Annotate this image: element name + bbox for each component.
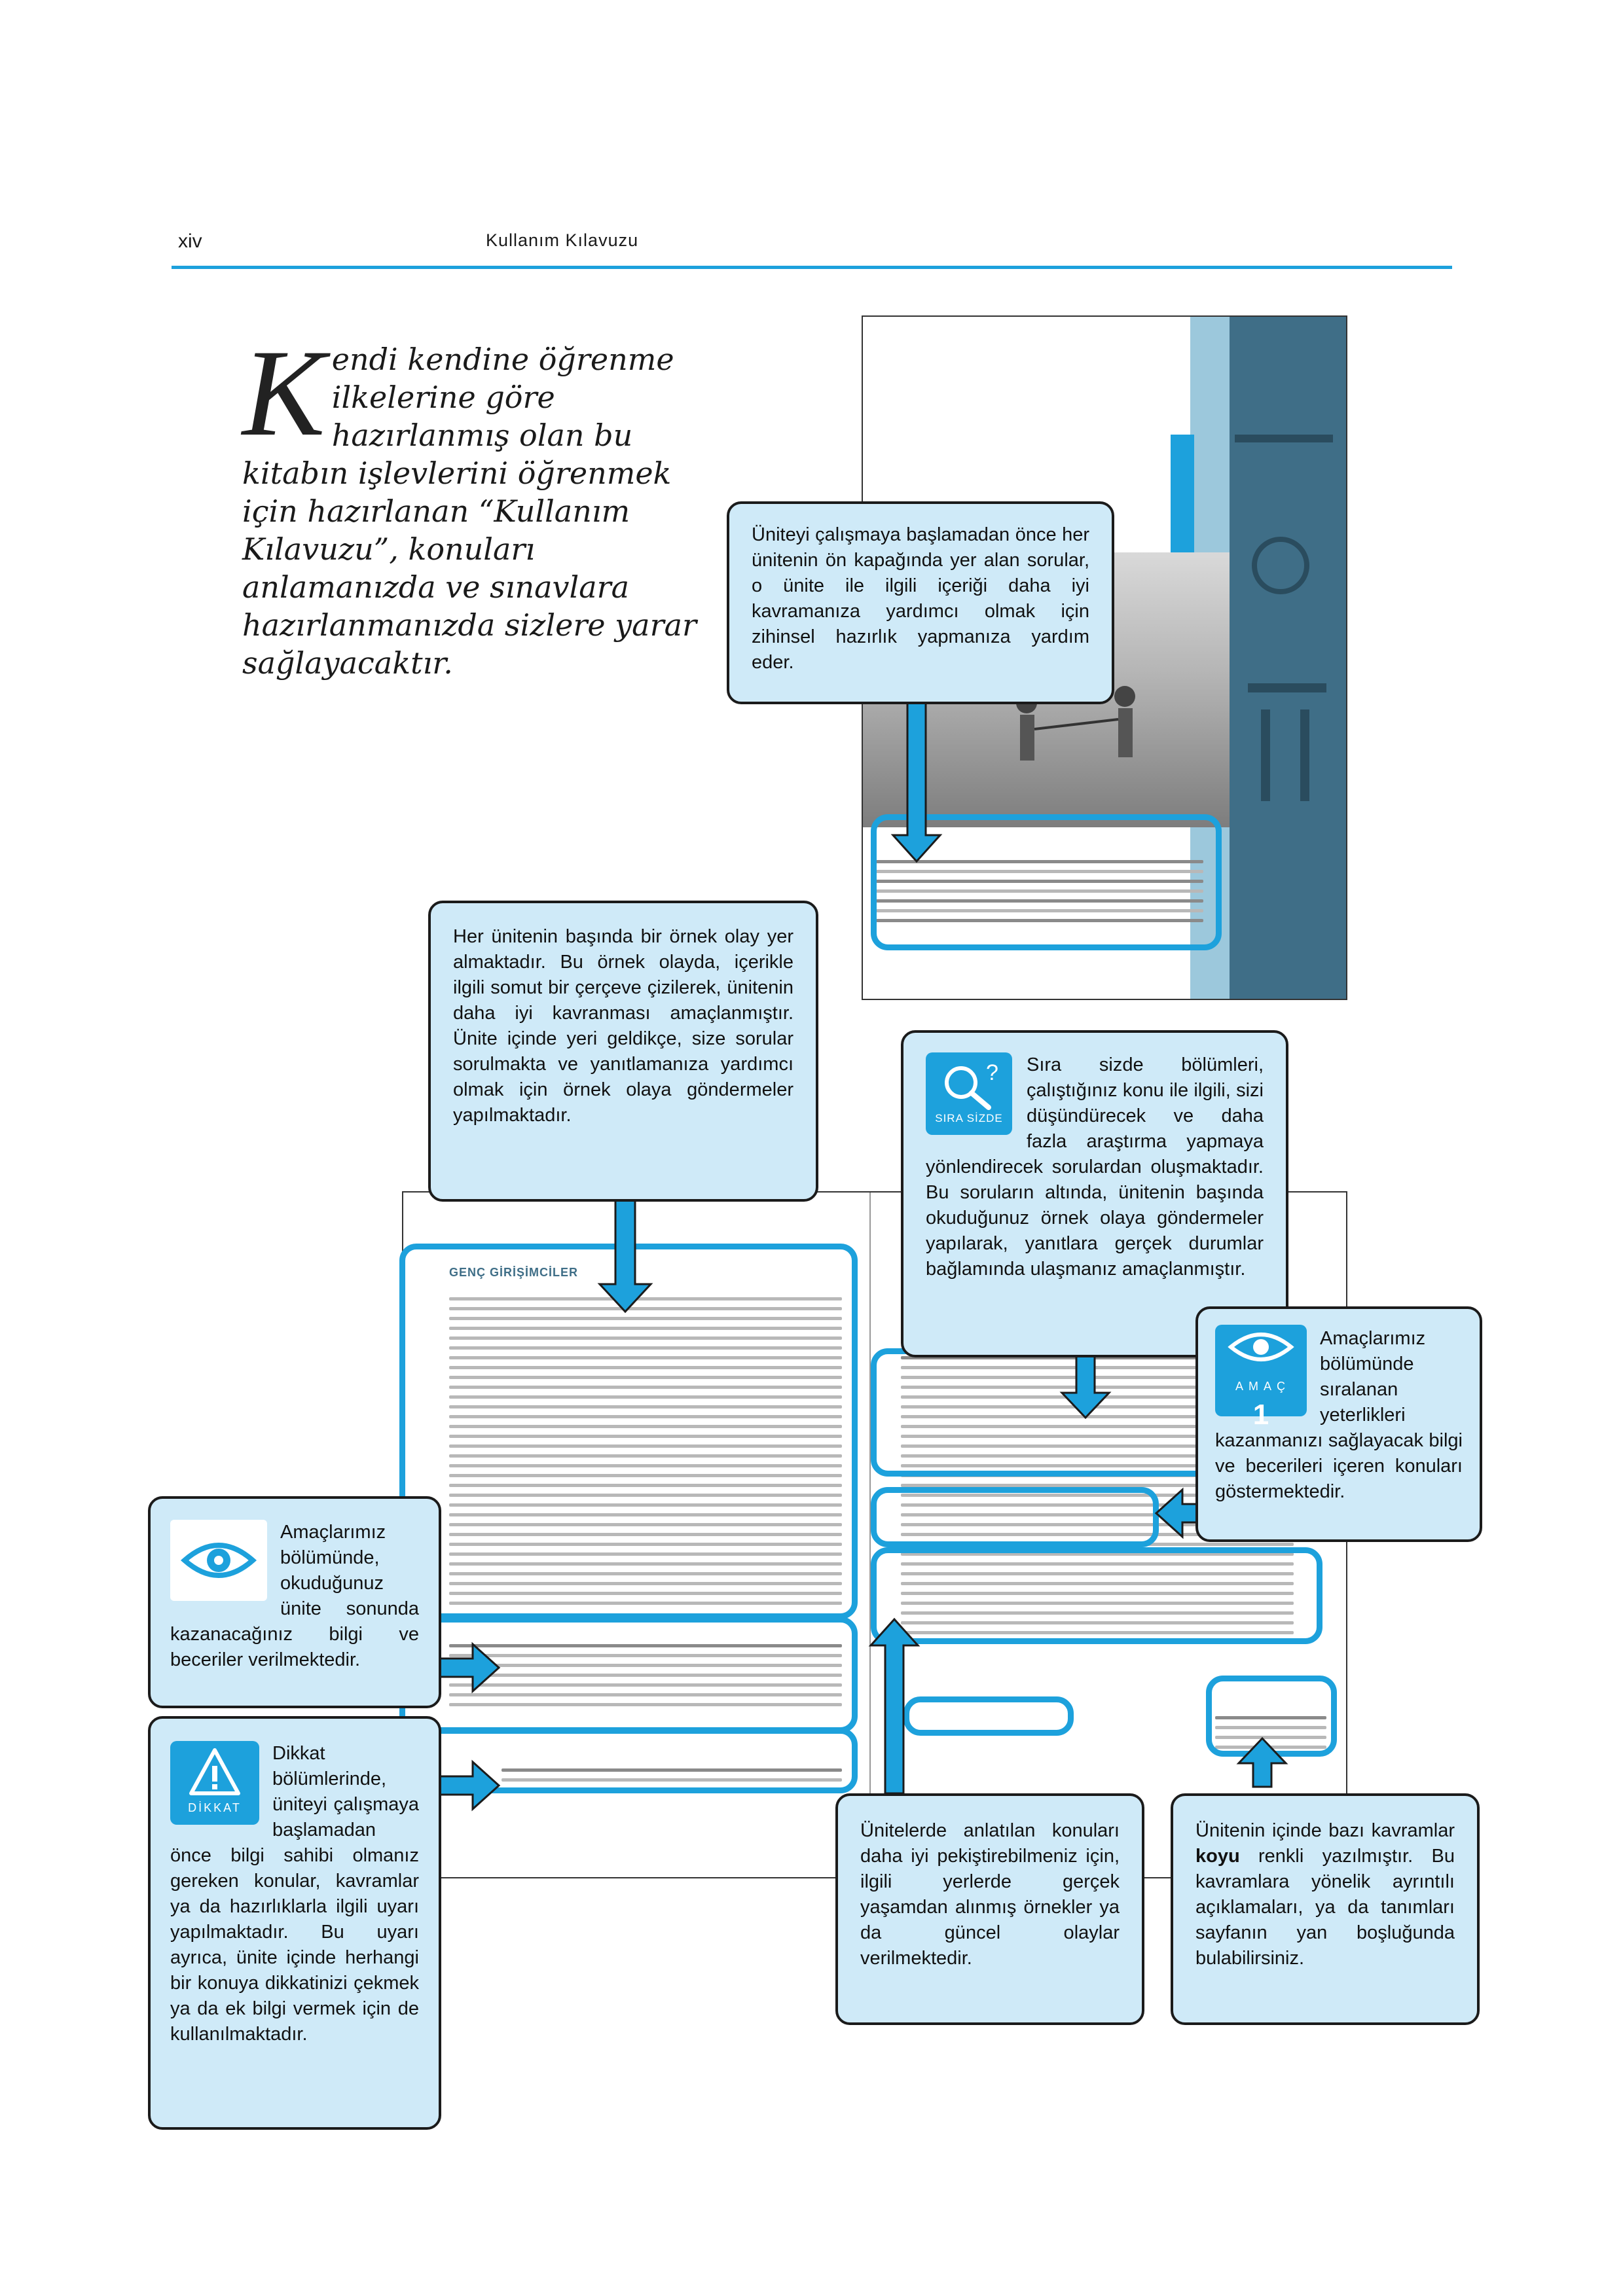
- callout-text-part: renkli yazılmıştır. Bu kavramlara yönelik ayrıntılı açıklamaları, ya da tanımları sayfanın yan boşluğunda bulabilirsiniz.: [1195, 1846, 1455, 1969]
- callout-dikkat: [148, 1716, 441, 2130]
- sira-sizde-icon: [926, 1052, 1012, 1135]
- callout-text-part: Ünitenin içinde bazı kavramlar: [1195, 1820, 1455, 1841]
- callout-text: Amaçlarımız bölümünde sıralanan yeterlikleri kazanmanızı sağlayacak bilgi ve becerileri içeren konuları göstermektedir.: [1215, 1328, 1463, 1502]
- sira-sizde-label: SIRA SİZDE: [935, 1112, 1003, 1124]
- section-title: GENÇ GİRİŞİMCİLER: [449, 1266, 579, 1279]
- intro-text: endi kendine öğrenme ilkelerine göre hazırlanmış olan bu kitabın işlevlerini öğrenmek için hazırlanan “Kullanım Kılavuzu”, konuları anlamanızda ve sınavlara hazırlanmanızda sizlere yarar sağlayacaktır.: [242, 342, 697, 681]
- callout-examples: [835, 1793, 1144, 2025]
- bold-term-example: koyu: [1195, 1846, 1240, 1867]
- callout-text: Her ünitenin başında bir örnek olay yer almaktadır. Bu örnek olayda, içerikle ilgili somut bir çerçeve çizilerek, ünitenin daha iyi kavranması amaçlanmıştır. Ünite içinde yeri geldikçe, size sorular sorulmakta ve yanıtlamanıza yardımcı olmak için örnek olaya göndermeler yapılmaktadır.: [453, 926, 793, 1126]
- arrow-down-example: [600, 1191, 651, 1312]
- callout-text: Üniteyi çalışmaya başlamadan önce her ünitenin ön kapağında yer alan sorular, o ünite ile ilgili içeriği daha iyi kavramanıza yardımcı olmak için zihinsel hazırlık yapmanıza yardım eder.: [752, 524, 1089, 673]
- callout-amac-goals: [148, 1496, 441, 1708]
- callout-text: Sıra sizde bölümleri, çalıştığınız konu ile ilgili, sizi düşündürecek ve daha fazla araştırma yapmaya yönlendirecek sorulardan oluşmaktadır. Bu soruların altında, ünitenin başında okuduğunuz örnek olaya göndermeler yapılarak, yanıtlara gerçek durumlar bağlamında ulaşmanız amaçlanmıştır.: [926, 1054, 1264, 1280]
- amac-goals-icon: [170, 1520, 267, 1601]
- dikkat-icon: [170, 1741, 259, 1825]
- eye-icon: [1215, 1325, 1307, 1367]
- eye-icon: [170, 1520, 267, 1601]
- drop-cap: K: [242, 325, 325, 462]
- arrow-up-examples: [871, 1619, 918, 1793]
- arrow-up-terms: [1239, 1738, 1286, 1787]
- callout-amac-topics: [1195, 1306, 1482, 1542]
- arrow-right-dikkat: [440, 1762, 499, 1809]
- callout-unit-cover: [727, 501, 1114, 704]
- amac-label: A M A Ç: [1235, 1380, 1287, 1393]
- callout-text: Dikkat bölümlerinde, üniteyi çalışmaya başlamadan önce bilgi sahibi olmanız gereken konular, kavramlar ya da hazırlıklarla ilgili uyarı yapılmaktadır. Bu uyarı ayrıca, ünite içinde herhangi bir konuya dikkatinizi çekmek ya da ek bilgi vermek için de kullanılmaktadır.: [170, 1743, 419, 2045]
- page-number: xiv: [178, 230, 202, 252]
- callout-text: Amaçlarımız bölümünde, okuduğunuz ünite sonunda kazanacağınız bilgi ve beceriler verilmektedir.: [170, 1522, 419, 1670]
- arrow-down-cover: [893, 702, 940, 861]
- arrow-down-sira: [1062, 1348, 1109, 1418]
- amac-number: 1: [1252, 1399, 1269, 1431]
- callout-text: Ünitelerde anlatılan konuları daha iyi pekiştirebilmeniz için, ilgili yerlerde gerçek yaşamdan alınmış örnekler ya da güncel olaylar verilmektedir.: [860, 1820, 1120, 1969]
- callout-text: [1195, 1818, 1455, 1971]
- svg-text:?: ?: [986, 1060, 998, 1085]
- dikkat-label: DİKKAT: [188, 1801, 242, 1814]
- callout-bold-terms: [1171, 1793, 1480, 2025]
- amac-icon: [1215, 1325, 1307, 1431]
- arrow-right-goals: [440, 1644, 499, 1691]
- callout-example-case: [428, 901, 818, 1202]
- running-title: Kullanım Kılavuzu: [486, 230, 639, 250]
- warning-icon: [170, 1741, 259, 1804]
